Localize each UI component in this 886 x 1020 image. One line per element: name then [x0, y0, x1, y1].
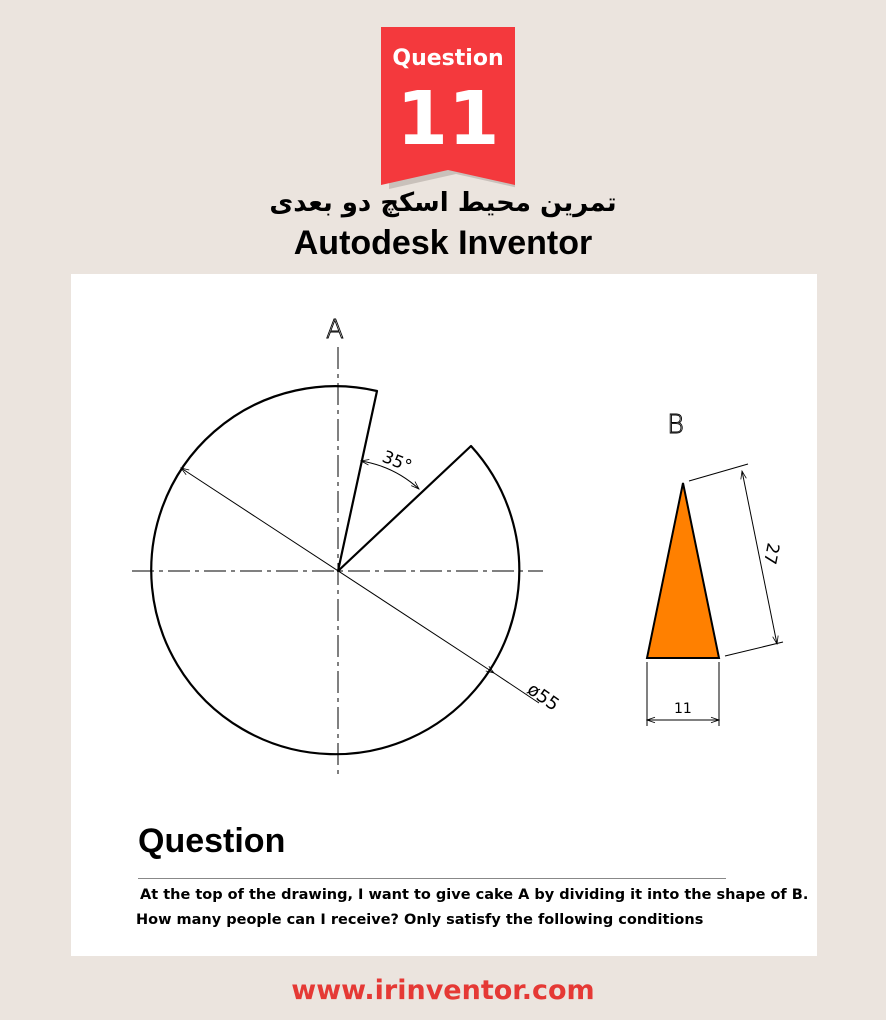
diameter-label: ø55	[523, 678, 563, 716]
base-label: 11	[674, 701, 692, 717]
label-b: B	[667, 410, 685, 440]
question-divider	[138, 878, 726, 879]
cake-a-outline	[151, 386, 519, 754]
side-label: 27	[758, 541, 783, 567]
angle-label: 35°	[379, 447, 415, 477]
cake-slice-b	[647, 483, 719, 658]
persian-title: تمرین محیط اسکچ دو بعدی	[269, 188, 617, 218]
question-line-1: At the top of the drawing, I want to give cake A by dividing it into the shape of B.	[140, 887, 809, 903]
software-title: Autodesk Inventor	[293, 224, 593, 262]
side-extension-bottom	[725, 642, 783, 656]
badge-label: Question	[392, 46, 504, 71]
question-line-2: How many people can I receive? Only satisfy the following conditions	[136, 912, 704, 928]
question-heading: Question	[138, 822, 286, 860]
drawing-card	[71, 274, 817, 956]
website-link[interactable]: www.irinventor.com	[291, 975, 595, 1006]
badge-number: 11	[396, 76, 500, 162]
label-a: A	[326, 315, 344, 345]
side-extension-top	[689, 464, 748, 481]
